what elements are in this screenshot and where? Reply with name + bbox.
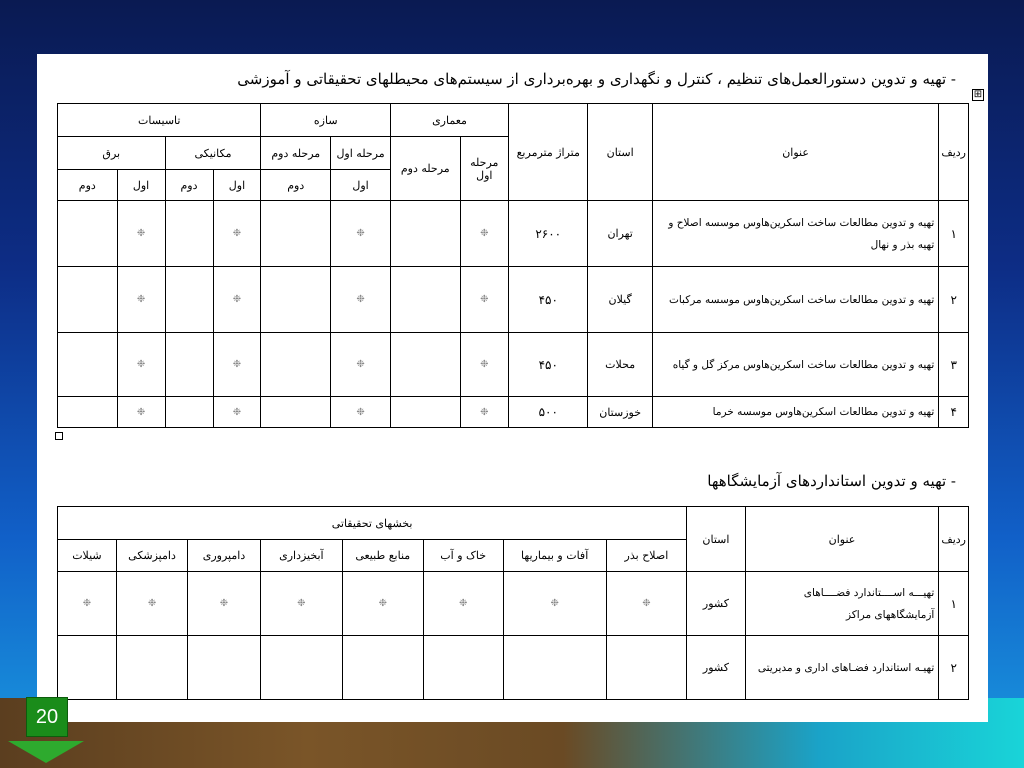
mark-icon: ❉ [117, 333, 165, 397]
empty-cell [58, 333, 118, 397]
empty-cell [165, 333, 213, 397]
table-row [58, 201, 969, 267]
row-title: تهیـه استاندارد فضـاهای اداری و مدیریتی [745, 636, 939, 700]
mark-icon: ❉ [460, 333, 508, 397]
mark-icon: ❉ [331, 267, 391, 333]
header-metraj: متراژ مترمربع [508, 104, 588, 201]
empty-cell [606, 636, 686, 700]
header-radif: ردیف [939, 507, 969, 572]
empty-cell [260, 636, 342, 700]
header-ostan: استان [588, 104, 652, 201]
empty-cell [261, 333, 331, 397]
header-memari-dovom: مرحله دوم [391, 137, 461, 201]
empty-cell [58, 201, 118, 267]
header-onvan: عنوان [652, 104, 939, 201]
header-sections: بخشهای تحقیقاتی [58, 507, 687, 540]
row-title: تهیه و تدوین مطالعات ساخت اسکرین‌هاوس مرکز گل و گیاه [652, 333, 939, 397]
empty-cell [391, 397, 461, 428]
row-title: تهیه و تدوین مطالعات ساخت اسکرین‌هاوس موسسه اصلاح و تهیه بذر و نهال [652, 201, 939, 267]
page-number-button[interactable] [26, 697, 66, 747]
header-col: آبخیزداری [260, 540, 342, 572]
header-mekaniki-aval: اول [213, 170, 261, 201]
mark-icon: ❉ [460, 201, 508, 267]
row-province: کشور [687, 572, 746, 636]
mark-icon: ❉ [460, 267, 508, 333]
header-tasisat: تاسیسات [58, 104, 261, 137]
row-title: تهیـــه اســــتاندارد فضــــاهای آزمایشگاههای مراکز [745, 572, 939, 636]
row-province: محلات [588, 333, 652, 397]
mark-icon: ❉ [213, 201, 261, 267]
mark-icon: ❉ [116, 572, 187, 636]
row-title: تهیه و تدوین مطالعات ساخت اسکرین‌هاوس موسسه مرکبات [652, 267, 939, 333]
mark-icon: ❉ [117, 267, 165, 333]
lab-standards-table [57, 506, 969, 700]
header-col: دامپروری [188, 540, 261, 572]
row-area: ۴۵۰ [508, 333, 588, 397]
row-province: تهران [588, 201, 652, 267]
empty-cell [261, 201, 331, 267]
screenhouse-table [57, 103, 969, 428]
header-col: اصلاح بذر [606, 540, 686, 572]
empty-cell [165, 397, 213, 428]
header-saze-dovom: مرحله دوم [261, 137, 331, 170]
header-onvan: عنوان [745, 507, 939, 572]
mark-icon: ❉ [331, 397, 391, 428]
header-saze-aval-2: اول [331, 170, 391, 201]
empty-cell [58, 267, 118, 333]
row-title: تهیه و تدوین مطالعات اسکرین‌هاوس موسسه خرما [652, 397, 939, 428]
empty-cell [342, 636, 423, 700]
header-saze: سازه [261, 104, 391, 137]
empty-cell [165, 267, 213, 333]
table-resize-handle-icon[interactable] [55, 432, 63, 440]
table-row [58, 572, 969, 636]
empty-cell [423, 636, 503, 700]
mark-icon: ❉ [213, 267, 261, 333]
mark-icon: ❉ [423, 572, 503, 636]
row-area: ۴۵۰ [508, 267, 588, 333]
row-number: ۱ [939, 201, 969, 267]
mark-icon: ❉ [117, 397, 165, 428]
mark-icon: ❉ [460, 397, 508, 428]
empty-cell [116, 636, 187, 700]
arrow-down-icon [8, 741, 84, 763]
header-col: منابع طبیعی [342, 540, 423, 572]
mark-icon: ❉ [331, 333, 391, 397]
mark-icon: ❉ [503, 572, 606, 636]
empty-cell [58, 636, 117, 700]
header-bargh-dovom: دوم [58, 170, 118, 201]
header-memari: معماری [391, 104, 509, 137]
empty-cell [503, 636, 606, 700]
table1-title: - تهیه و تدوین دستورالعمل‌های تنظیم ، کنترل و نگهداری و بهره‌برداری از سیستم‌های محیطلهای تحقیقاتی و آموزشی [237, 70, 956, 88]
empty-cell [188, 636, 261, 700]
header-saze-aval: مرحله اول [331, 137, 391, 170]
empty-cell [391, 267, 461, 333]
header-saze-dovom-2: دوم [261, 170, 331, 201]
header-radif: ردیف [939, 104, 969, 201]
row-number: ۲ [939, 636, 969, 700]
row-province: خوزستان [588, 397, 652, 428]
mark-icon: ❉ [188, 572, 261, 636]
empty-cell [391, 201, 461, 267]
mark-icon: ❉ [213, 333, 261, 397]
mark-icon: ❉ [117, 201, 165, 267]
row-province: کشور [687, 636, 746, 700]
header-col: آفات و بیماریها [503, 540, 606, 572]
table-row [58, 636, 969, 700]
row-number: ۲ [939, 267, 969, 333]
header-col: شیلات [58, 540, 117, 572]
empty-cell [165, 201, 213, 267]
mark-icon: ❉ [58, 572, 117, 636]
header-memari-aval: مرحله اول [460, 137, 508, 201]
mark-icon: ❉ [342, 572, 423, 636]
row-province: گیلان [588, 267, 652, 333]
table-row [58, 333, 969, 397]
slide-canvas [37, 54, 988, 722]
table-row [58, 267, 969, 333]
header-ostan: استان [687, 507, 746, 572]
table-move-handle-icon[interactable]: ⊞ [973, 89, 983, 100]
row-area: ۲۶۰۰ [508, 201, 588, 267]
header-col: خاک و آب [423, 540, 503, 572]
empty-cell [58, 397, 118, 428]
header-mekaniki: مکانیکی [165, 137, 261, 170]
mark-icon: ❉ [260, 572, 342, 636]
mark-icon: ❉ [606, 572, 686, 636]
row-number: ۱ [939, 572, 969, 636]
header-bargh-aval: اول [117, 170, 165, 201]
table2-title: - تهیه و تدوین استانداردهای آزمایشگاهها [707, 472, 956, 490]
mark-icon: ❉ [213, 397, 261, 428]
row-area: ۵۰۰ [508, 397, 588, 428]
header-bargh: برق [58, 137, 166, 170]
mark-icon: ❉ [331, 201, 391, 267]
empty-cell [261, 397, 331, 428]
page-number: 20 [26, 697, 68, 737]
row-number: ۳ [939, 333, 969, 397]
row-number: ۴ [939, 397, 969, 428]
header-mekaniki-dovom: دوم [165, 170, 213, 201]
table-row [58, 397, 969, 428]
empty-cell [391, 333, 461, 397]
header-col: دامپزشکی [116, 540, 187, 572]
empty-cell [261, 267, 331, 333]
